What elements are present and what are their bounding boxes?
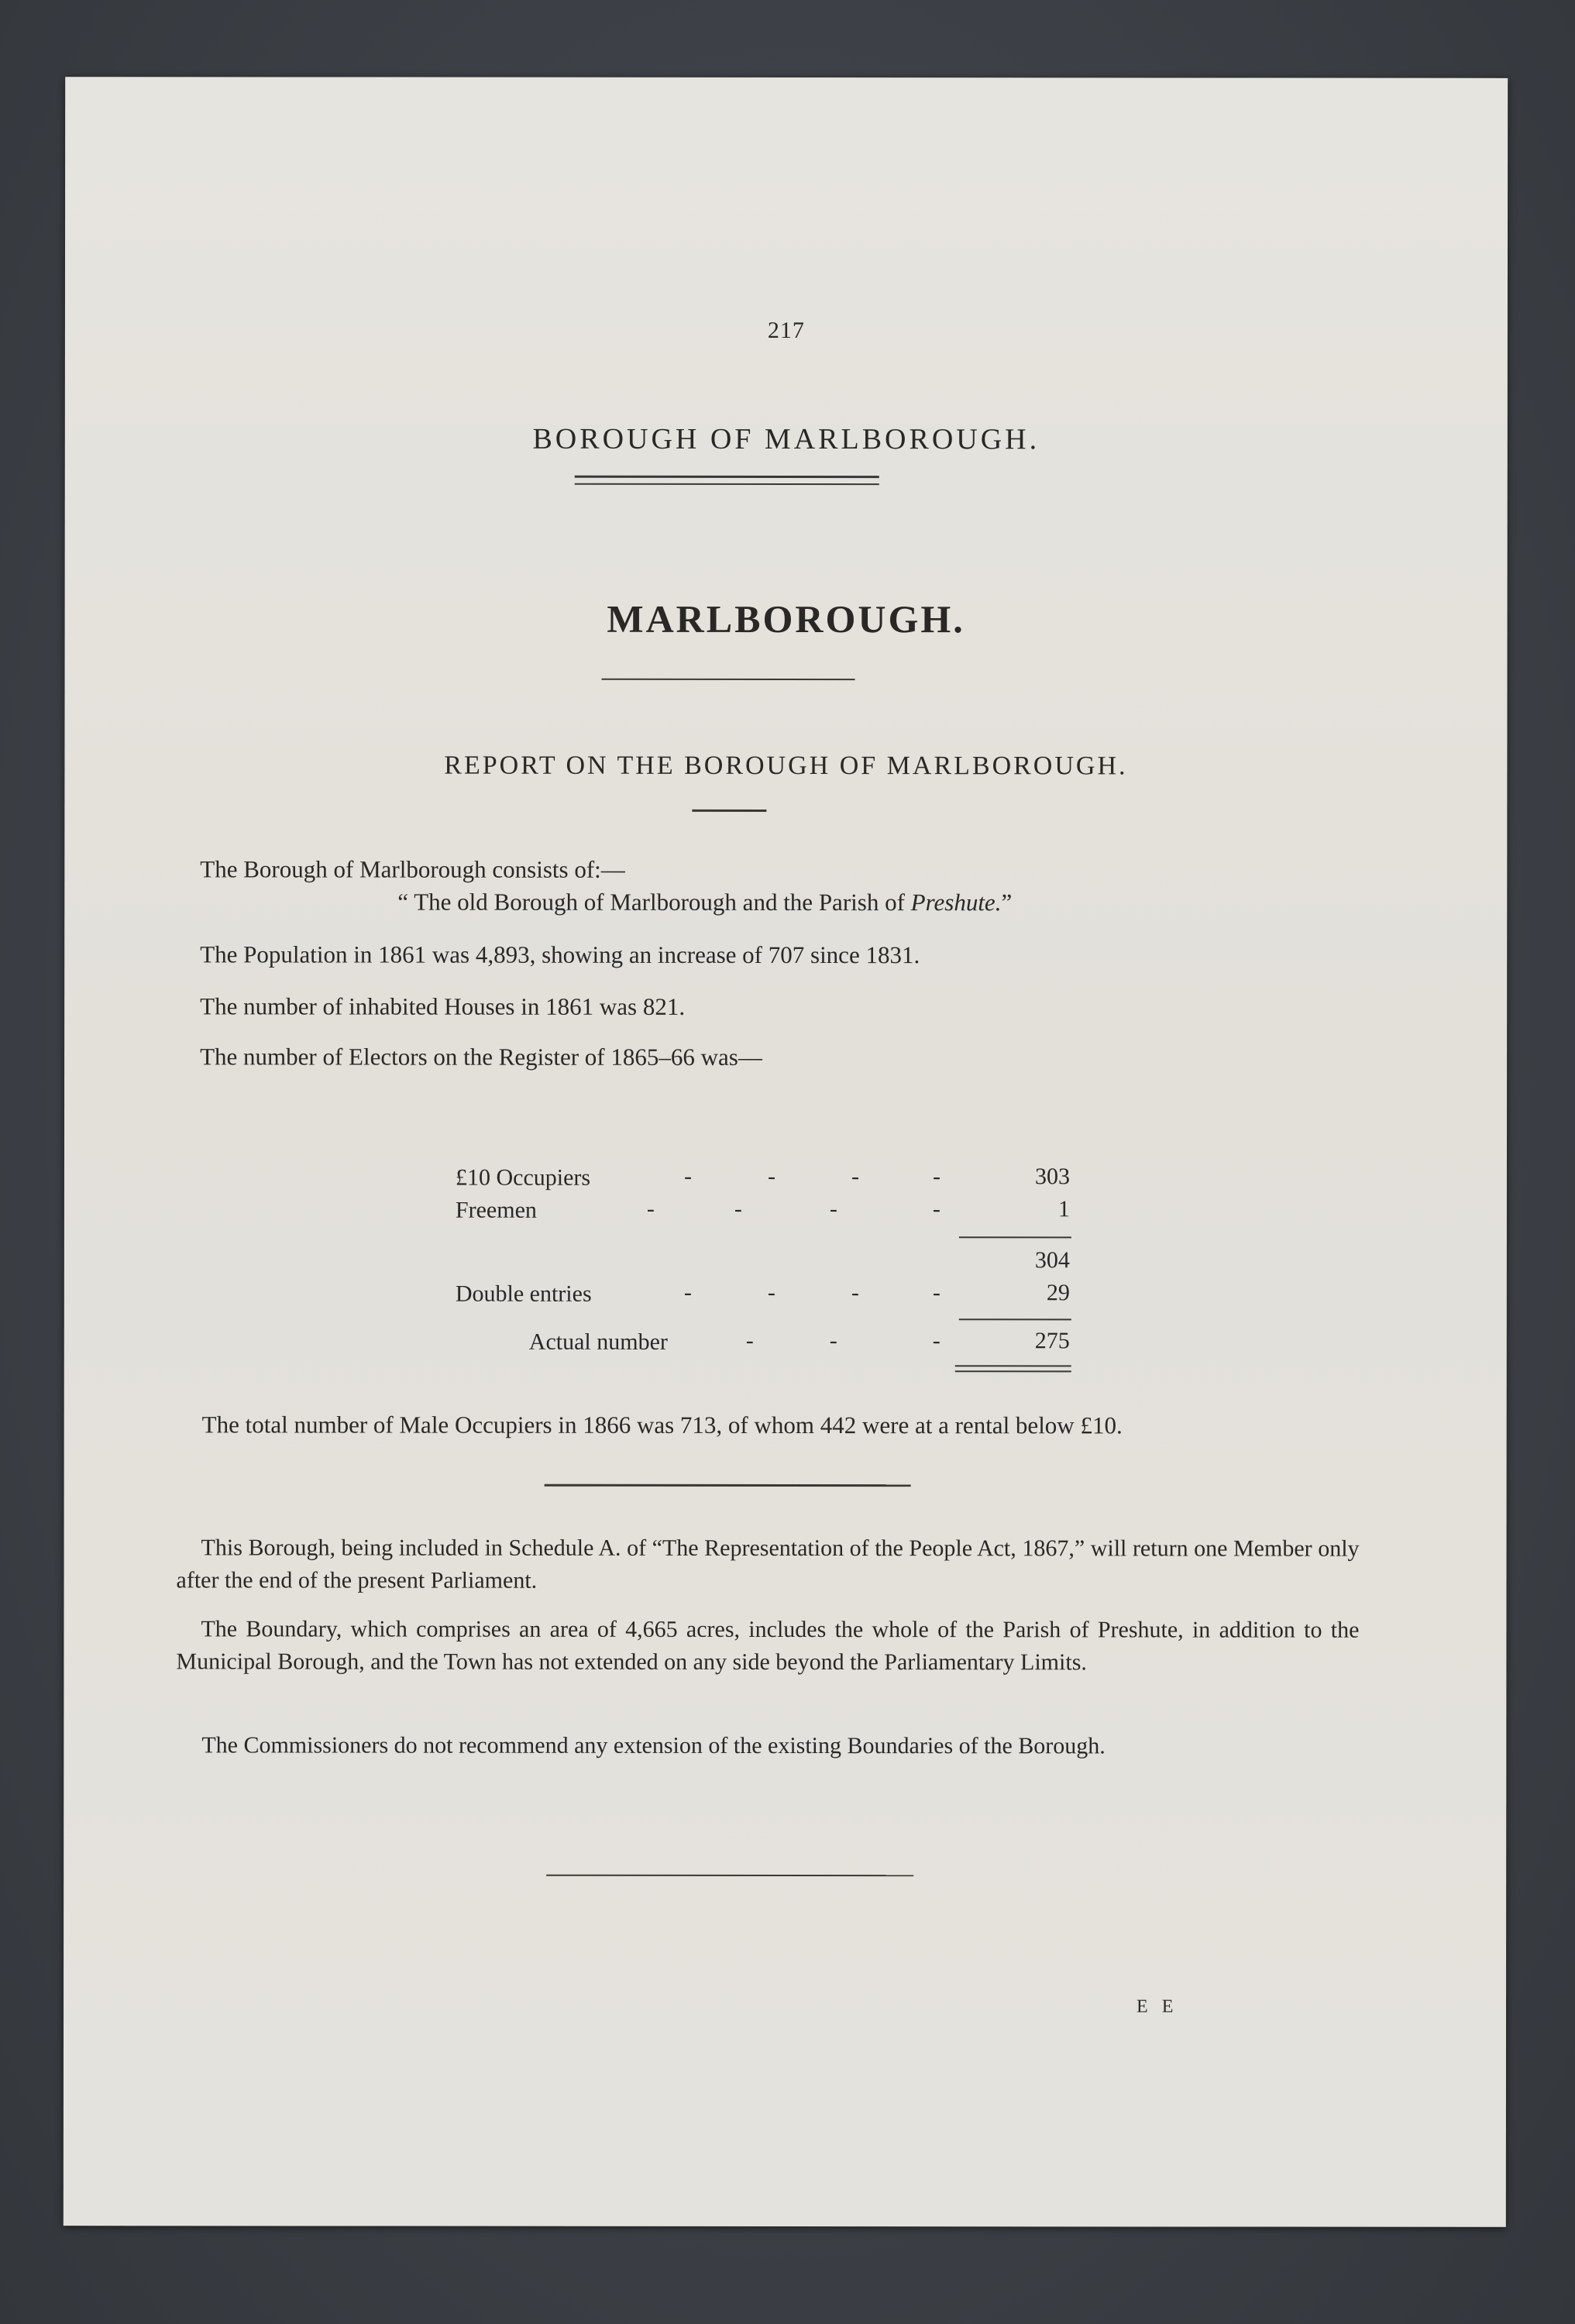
- leader-dash: -: [851, 1164, 859, 1190]
- leader-dash: -: [745, 1327, 754, 1353]
- report-title: REPORT ON THE BOROUGH OF MARLBOROUGH.: [444, 751, 1128, 781]
- sum-rule: [959, 1318, 1071, 1320]
- section-rule: [545, 1484, 911, 1487]
- leader-dash: -: [932, 1280, 941, 1306]
- signature-mark: E E: [1137, 1996, 1178, 2017]
- commissioners-text: The Commissioners do not recommend any extension of the existing Boundaries of the Borough.: [201, 1732, 1106, 1759]
- page-number: 217: [767, 317, 805, 344]
- houses-line: The number of inhabited Houses in 1861 was 821.: [200, 992, 686, 1020]
- leader-dash: -: [932, 1328, 941, 1354]
- leader-dash: -: [646, 1195, 655, 1222]
- table-row-label: £10 Occupiers: [455, 1164, 591, 1191]
- leader-dash: -: [829, 1196, 837, 1222]
- running-head: BOROUGH OF MARLBOROUGH.: [532, 422, 1040, 456]
- leader-dash: -: [683, 1279, 692, 1305]
- schedule-paragraph: [176, 1532, 1359, 1597]
- leader-dash: -: [683, 1163, 692, 1189]
- actual-number-label: Actual number: [528, 1329, 668, 1355]
- schedule-text: This Borough, being included in Schedule A. of “The Representation of the People Act, 1867,” will return one Member only after the end of the present Parliament.: [176, 1535, 1360, 1593]
- leader-dash: -: [829, 1328, 837, 1354]
- leader-dash: -: [767, 1279, 775, 1305]
- table-row-value: 303: [1034, 1164, 1070, 1190]
- subtotal-value: 304: [1034, 1247, 1070, 1274]
- consists-intro: The Borough of Marlborough consists of:—: [200, 855, 625, 883]
- title-rule: [602, 679, 855, 680]
- main-title: MARLBOROUGH.: [607, 596, 965, 641]
- boundary-paragraph: [176, 1613, 1359, 1679]
- actual-number-value: 275: [1034, 1328, 1070, 1354]
- double-entries-label: Double entries: [455, 1281, 592, 1307]
- leader-dash: -: [932, 1196, 941, 1222]
- electors-intro: The number of Electors on the Register of 1865–66 was—: [200, 1043, 762, 1071]
- population-line: The Population in 1861 was 4,893, showing an increase of 707 since 1831.: [200, 940, 920, 969]
- quote-italic: Preshute.: [910, 889, 1002, 916]
- short-rule: [692, 810, 766, 812]
- consists-quote: [397, 887, 1012, 919]
- table-row-label: Freemen: [455, 1197, 537, 1223]
- sum-rule: [959, 1236, 1071, 1238]
- end-rule: [546, 1875, 913, 1876]
- double-rule: [575, 476, 879, 485]
- leader-dash: -: [734, 1195, 742, 1222]
- document-page: [64, 77, 1508, 2227]
- leader-dash: -: [851, 1280, 859, 1306]
- leader-dash: -: [932, 1164, 941, 1190]
- quote-close: ”: [1001, 889, 1013, 916]
- leader-dash: -: [767, 1163, 775, 1189]
- male-occupiers-line: The total number of Male Occupiers in 1866 was 713, of whom 442 were at a rental below £10.: [201, 1411, 1123, 1439]
- table-row-value: 1: [1057, 1196, 1070, 1222]
- commissioners-paragraph: [201, 1729, 1364, 1762]
- double-entries-value: 29: [1046, 1280, 1070, 1306]
- total-double-rule: [955, 1365, 1071, 1372]
- quote-text: “ The old Borough of Marlborough and the Parish of: [397, 888, 911, 916]
- boundary-text: The Boundary, which comprises an area of 4,665 acres, includes the whole of the Parish of Preshute, in addition to the Municipal Borough, and the Town has not extended on any side beyond the Parliamentary Limits.: [176, 1616, 1360, 1676]
